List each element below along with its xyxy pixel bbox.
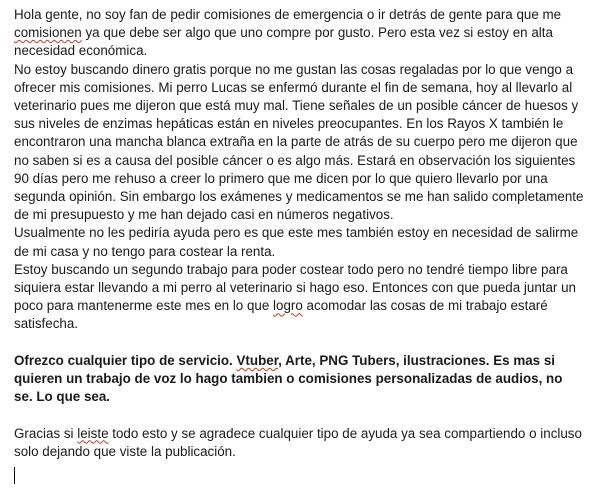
document-page[interactable] bbox=[14, 6, 604, 489]
misspelled-word-leiste[interactable]: leiste bbox=[77, 425, 109, 441]
misspelled-word-vtuber[interactable]: Vtuber bbox=[236, 352, 279, 368]
second-job-text-before: Estoy buscando un segundo trabajo para poder costear todo pero no tendré tiempo libre para siquiera estar llevando a mi perro al veterinario si hago eso. Entonces con que pueda juntar un poco para mantenerme este mes en lo que bbox=[14, 261, 577, 314]
services-text-before: Ofrezco cualquier tipo de servicio. bbox=[14, 352, 237, 368]
paragraph-rent: Usualmente no les pediría ayuda pero es que este mes también estoy en necesidad de salirme de mi casa y no tengo para costear la renta. bbox=[14, 225, 579, 259]
text-cursor bbox=[14, 467, 15, 484]
intro-line-1: Hola gente, no soy fan de pedir comisiones de emergencia o ir detrás de gente para que me bbox=[14, 7, 562, 22]
intro-line-3: necesidad económica. bbox=[14, 43, 148, 59]
blank-line bbox=[14, 406, 604, 424]
misspelled-word-logro[interactable]: logro bbox=[273, 298, 303, 314]
thanks-text-before: Gracias si bbox=[14, 425, 78, 441]
second-job-text-after: acomodar las cosas de mi trabajo estaré satisfecha. bbox=[14, 298, 548, 332]
misspelled-word-comisionen[interactable]: comisionen bbox=[14, 25, 82, 41]
paragraph-second-job bbox=[14, 261, 604, 334]
services-text-after: , Arte, PNG Tubers, ilustraciones. Es mas si quieren un trabajo de voz lo hago tambien o comisiones personalizadas de audios, no se. Lo que sea. bbox=[14, 352, 563, 405]
paragraph-thanks bbox=[14, 425, 604, 461]
paragraph-intro bbox=[14, 6, 604, 61]
paragraph-services-offer bbox=[14, 352, 604, 407]
thanks-text-after: todo esto y se agradece cualquier tipo de ayuda ya sea compartiendo o incluso solo dejando que viste la publicación. bbox=[14, 425, 582, 459]
blank-line bbox=[14, 334, 604, 352]
intro-line-2: ya que debe ser algo que uno compre por gusto. Pero esta vez si estoy en alta bbox=[81, 25, 553, 41]
paragraph-dog-story: No estoy buscando dinero gratis porque no me gustan las cosas regaladas por lo que vengo a ofrecer mis comisiones. Mi perro Lucas se enfermó durante el fin de semana, hoy al llevarlo al veterinario pues me dijeron que está muy mal. Tiene señales de un posible cáncer de huesos y sus niveles de enzimas hepáticas están en niveles preocupantes. En los Rayos X también le encontraron una mancha blanca extraña en la parte de atrás de su cuerpo pero me dijeron que no saben si es a causa del posible cáncer o es algo más. Estará en observación los siguientes 90 días pero me rehuso a creer lo primero que me dicen por lo que quiero llevarlo por una segunda opinión. Sin embargo los exámenes y medicamentos se me han salido completamente de mi presupuesto y me han dejado casi en números negativos. bbox=[14, 61, 584, 223]
